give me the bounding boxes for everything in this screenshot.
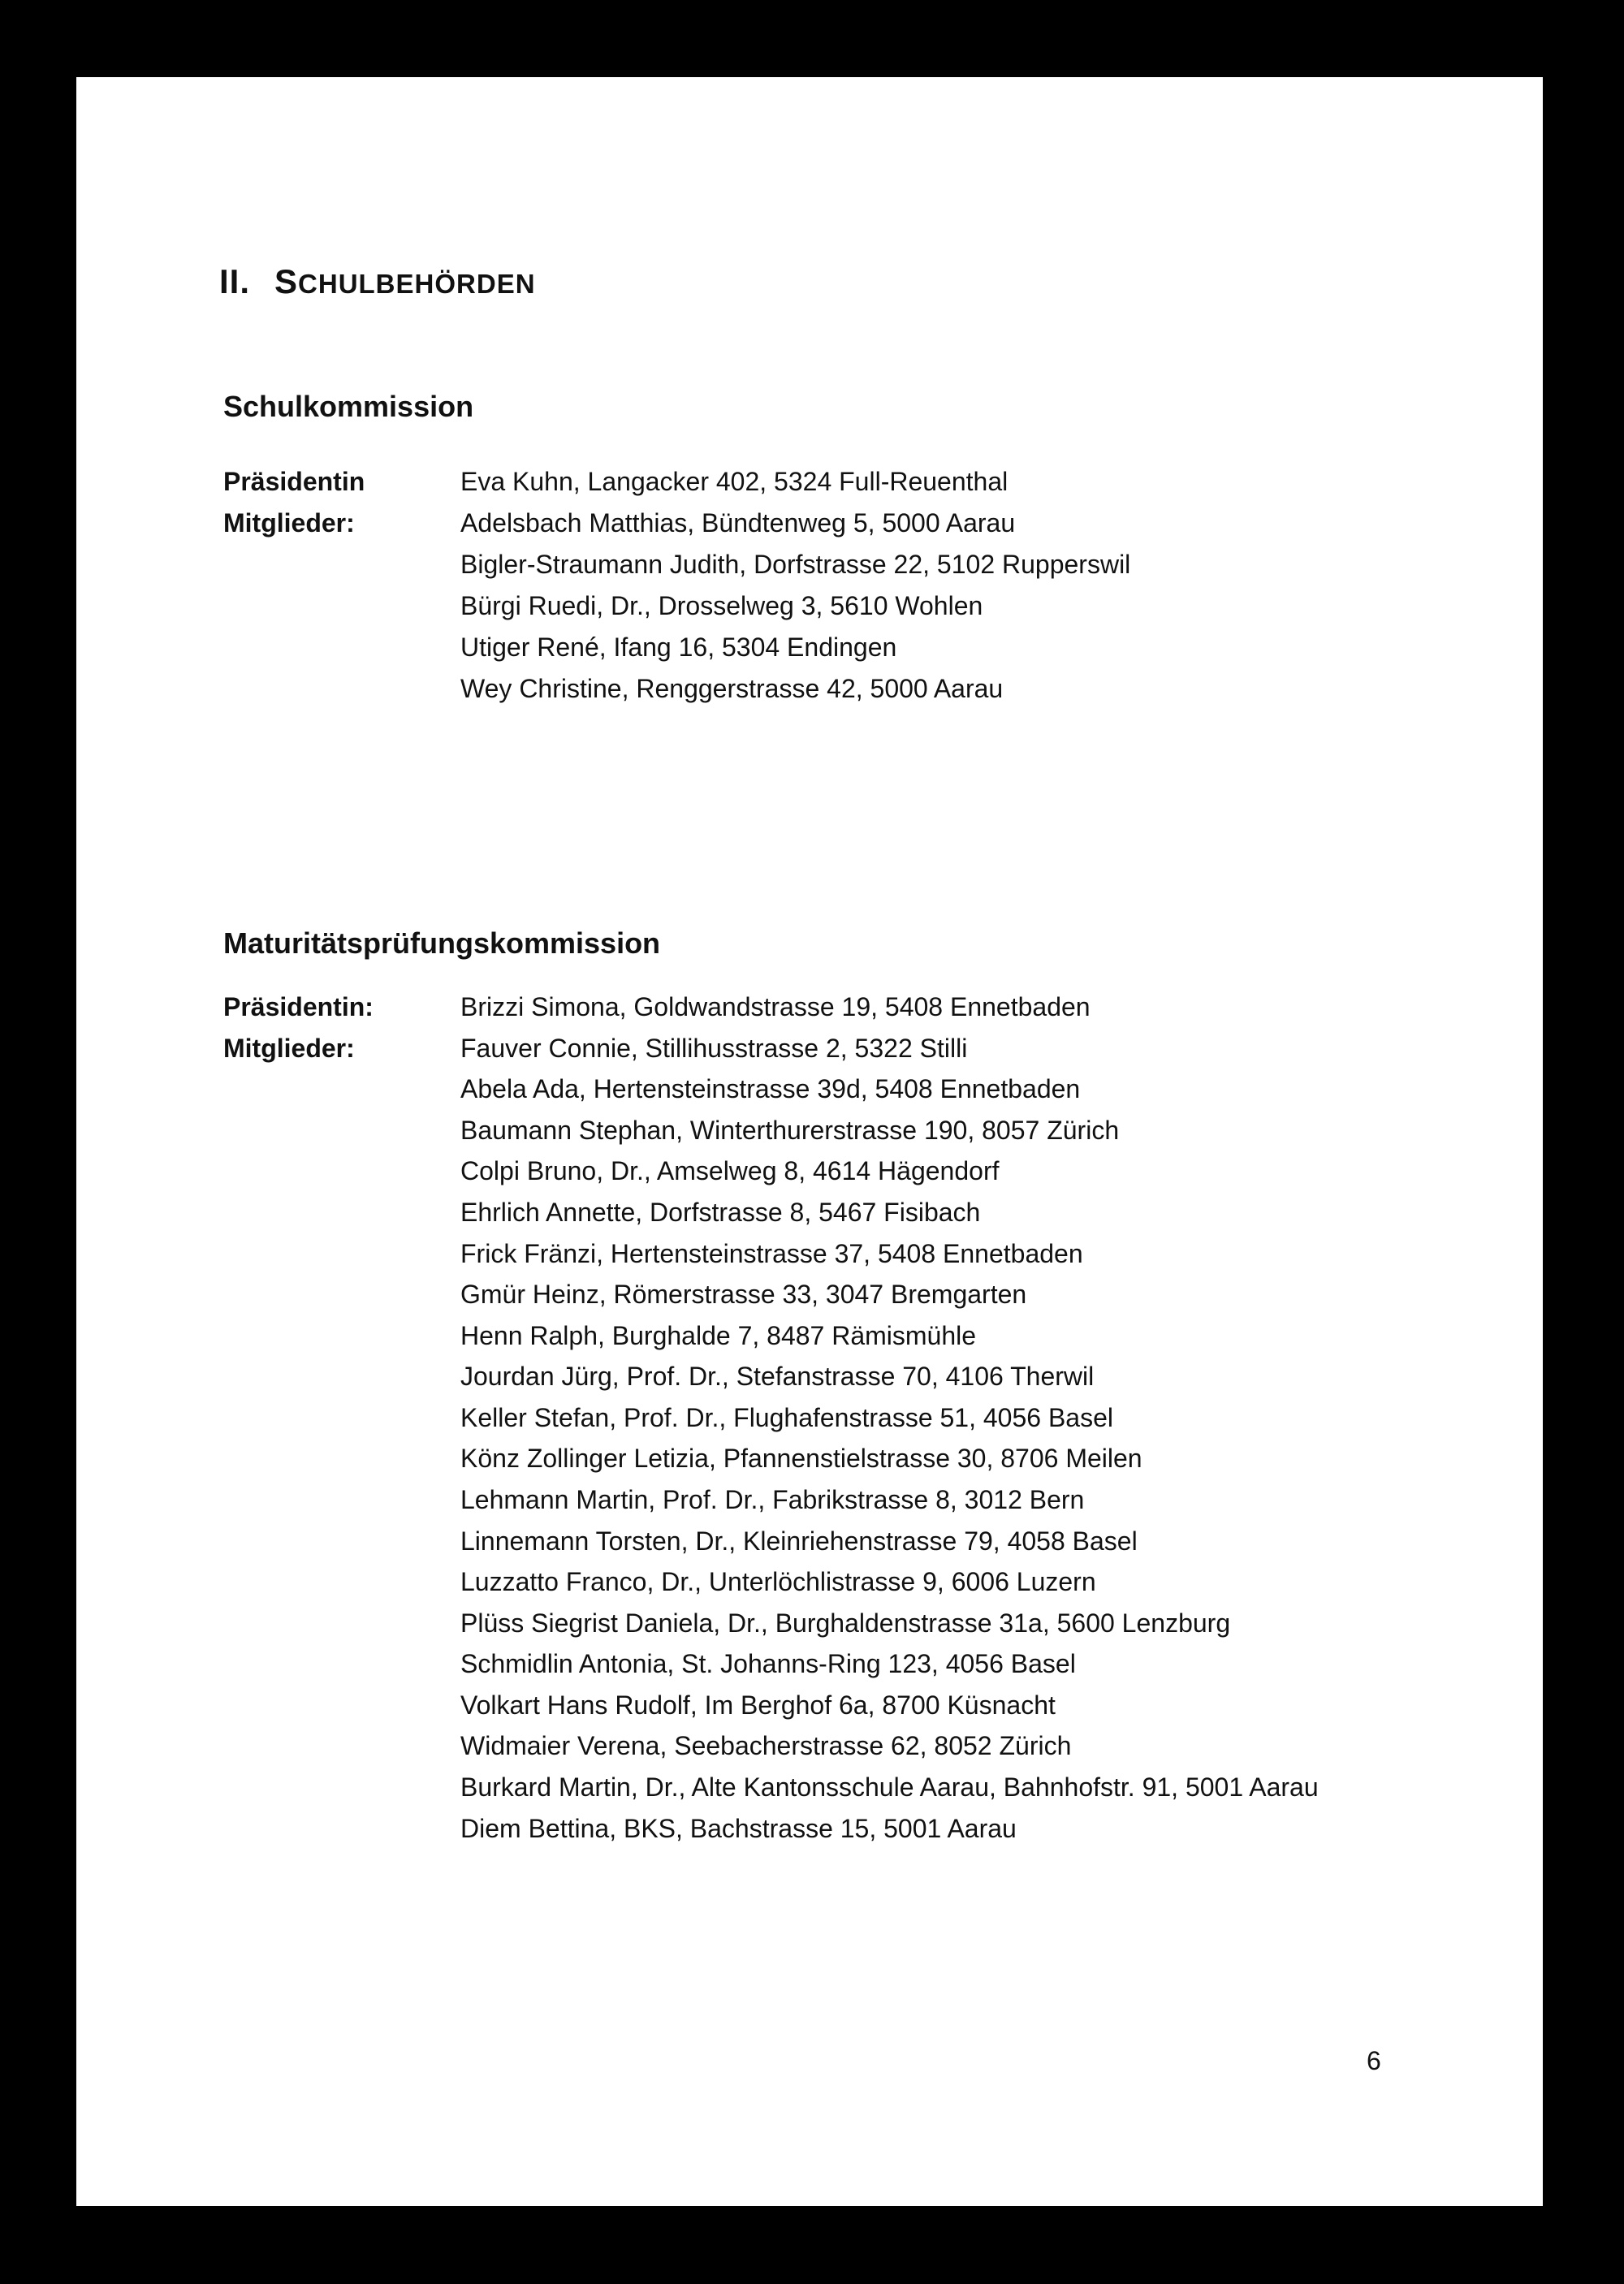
maturitaet-entry: Volkart Hans Rudolf, Im Berghof 6a, 8700 Küsnacht — [460, 1690, 1056, 1720]
schulkommission-heading: Schulkommission — [223, 390, 474, 423]
schulkommission-entry: Wey Christine, Renggerstrasse 42, 5000 Aarau — [460, 674, 1004, 703]
schulkommission-entry: Bigler-Straumann Judith, Dorfstrasse 22, 5102 Rupperswil — [460, 550, 1131, 579]
schulkommission-members-label: Mitglieder: — [223, 508, 355, 538]
maturitaet-entry: Widmaier Verena, Seebacherstrasse 62, 8052 Zürich — [460, 1731, 1072, 1760]
maturitaet-entry: Fauver Connie, Stillihusstrasse 2, 5322 Stilli — [460, 1034, 968, 1063]
maturitaet-entry: Linnemann Torsten, Dr., Kleinriehenstrasse 79, 4058 Basel — [460, 1526, 1138, 1556]
maturitaet-entry: Baumann Stephan, Winterthurerstrasse 190, 8057 Zürich — [460, 1116, 1120, 1145]
maturitaet-entry: Könz Zollinger Letizia, Pfannenstielstrasse 30, 8706 Meilen — [460, 1444, 1142, 1473]
maturitaet-entry: Lehmann Martin, Prof. Dr., Fabrikstrasse 8, 3012 Bern — [460, 1485, 1085, 1514]
chapter-number: II. — [219, 262, 251, 300]
maturitaet-entry: Colpi Bruno, Dr., Amselweg 8, 4614 Hägendorf — [460, 1156, 1000, 1185]
maturitaet-entry: Luzzatto Franco, Dr., Unterlöchlistrasse 9, 6006 Luzern — [460, 1567, 1096, 1596]
maturitaet-entry: Brizzi Simona, Goldwandstrasse 19, 5408 Ennetbaden — [460, 992, 1091, 1021]
maturitaet-entry: Frick Fränzi, Hertensteinstrasse 37, 5408 Ennetbaden — [460, 1239, 1083, 1268]
schulkommission-entry: Utiger René, Ifang 16, 5304 Endingen — [460, 633, 897, 662]
maturitaet-entry: Ehrlich Annette, Dorfstrasse 8, 5467 Fisibach — [460, 1198, 981, 1227]
maturitaet-entry: Plüss Siegrist Daniela, Dr., Burghaldenstrasse 31a, 5600 Lenzburg — [460, 1608, 1231, 1638]
chapter-title — [219, 262, 536, 301]
maturitaet-entry: Henn Ralph, Burghalde 7, 8487 Rämismühle — [460, 1321, 977, 1350]
schulkommission-entry: Bürgi Ruedi, Dr., Drosselweg 3, 5610 Wohlen — [460, 591, 983, 620]
schulkommission-entry: Adelsbach Matthias, Bündtenweg 5, 5000 Aarau — [460, 508, 1016, 538]
maturitaet-entry: Jourdan Jürg, Prof. Dr., Stefanstrasse 70, 4106 Therwil — [460, 1362, 1095, 1391]
chapter-title-initial: S — [274, 262, 299, 300]
maturitaet-entry: Schmidlin Antonia, St. Johanns-Ring 123, 4056 Basel — [460, 1649, 1076, 1678]
maturitaet-entry: Abela Ada, Hertensteinstrasse 39d, 5408 Ennetbaden — [460, 1074, 1081, 1103]
maturitaet-entry: Diem Bettina, BKS, Bachstrasse 15, 5001 Aarau — [460, 1814, 1017, 1843]
maturitaet-entry: Gmür Heinz, Römerstrasse 33, 3047 Bremgarten — [460, 1280, 1027, 1309]
maturitaet-members-label: Mitglieder: — [223, 1034, 355, 1063]
page-number: 6 — [1367, 2046, 1381, 2075]
maturitaet-entry: Burkard Martin, Dr., Alte Kantonsschule Aarau, Bahnhofstr. 91, 5001 Aarau — [460, 1772, 1319, 1802]
schulkommission-entry: Eva Kuhn, Langacker 402, 5324 Full-Reuenthal — [460, 467, 1009, 496]
schulkommission-president-label: Präsidentin — [223, 467, 365, 496]
maturitaet-entry: Keller Stefan, Prof. Dr., Flughafenstrasse 51, 4056 Basel — [460, 1403, 1113, 1432]
chapter-title-rest: CHULBEHÖRDEN — [298, 269, 536, 299]
maturitaet-president-label: Präsidentin: — [223, 992, 374, 1021]
maturitaet-heading: Maturitätsprüfungskommission — [223, 926, 661, 960]
